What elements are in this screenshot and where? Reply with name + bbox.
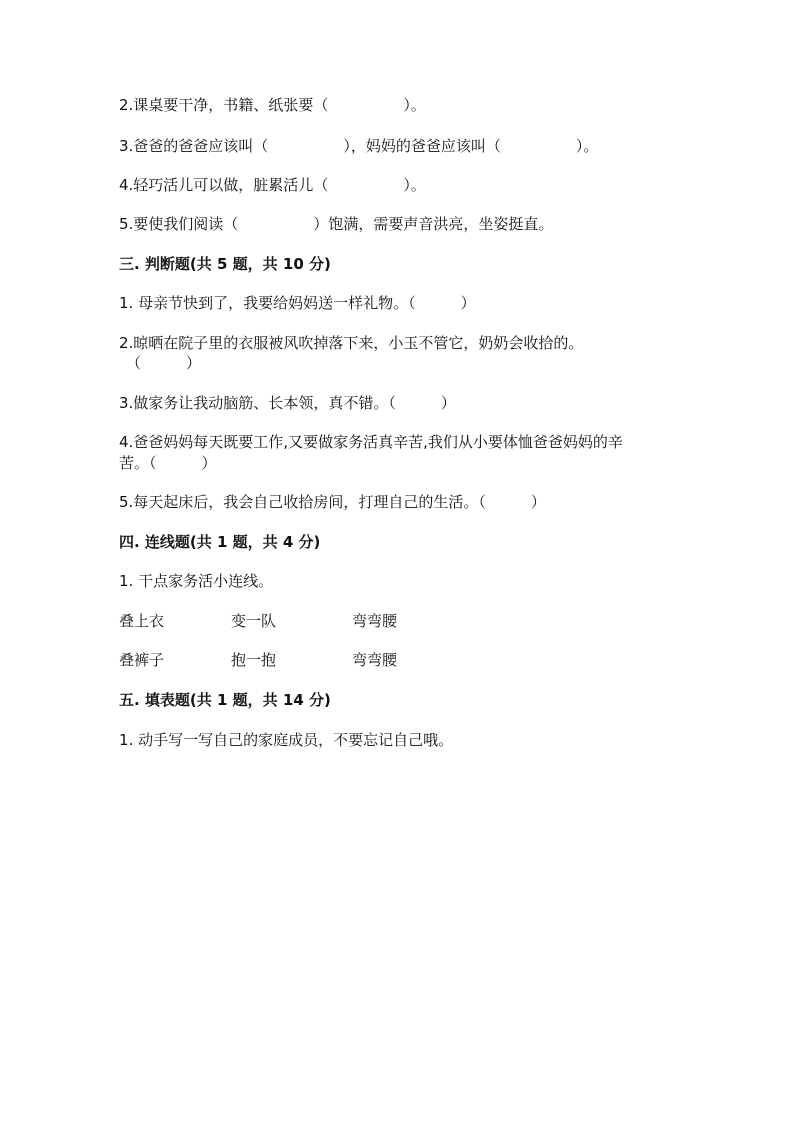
- match-item: 叠裤子: [119, 651, 165, 669]
- judge-question-1: 1. 母亲节快到了，我要给妈妈送一样礼物。（ ）: [119, 294, 476, 312]
- question-3: 3.爸爸的爸爸应该叫（ ），妈妈的爸爸应该叫（ ）。: [119, 137, 599, 155]
- section-3-heading: 三. 判断题(共 5 题，共 10 分): [119, 255, 331, 273]
- judge-question-4-line-1: 4.爸爸妈妈每天既要工作,又要做家务活真辛苦,我们从小要体恤爸爸妈妈的辛: [119, 433, 623, 451]
- section-4-heading: 四. 连线题(共 1 题，共 4 分): [119, 533, 321, 551]
- question-2: 2.课桌要干净，书籍、纸张要（ ）。: [119, 96, 426, 114]
- judge-question-2-line-2: （ ）: [126, 354, 202, 372]
- judge-question-2-line-1: 2.晾晒在院子里的衣服被风吹掉落下来，小玉不管它，奶奶会收拾的。: [119, 334, 584, 352]
- match-item: 叠上衣: [119, 612, 165, 630]
- table-question-1: 1. 动手写一写自己的家庭成员，不要忘记自己哦。: [119, 731, 454, 749]
- match-item: 变一队: [231, 612, 277, 630]
- section-5-heading: 五. 填表题(共 1 题，共 14 分): [119, 691, 331, 709]
- question-4: 4.轻巧活儿可以做，脏累活儿（ ）。: [119, 176, 426, 194]
- judge-question-3: 3.做家务让我动脑筋、长本领，真不错。（ ）: [119, 394, 456, 412]
- match-item: 弯弯腰: [352, 612, 398, 630]
- judge-question-4-line-2: 苦。（ ）: [119, 454, 217, 472]
- judge-question-5: 5.每天起床后，我会自己收拾房间，打理自己的生活。（ ）: [119, 493, 546, 511]
- match-question-1: 1. 干点家务活小连线。: [119, 572, 274, 590]
- match-item: 弯弯腰: [352, 651, 398, 669]
- question-5: 5.要使我们阅读（ ）饱满，需要声音洪亮，坐姿挺直。: [119, 215, 554, 233]
- match-item: 抱一抱: [231, 651, 277, 669]
